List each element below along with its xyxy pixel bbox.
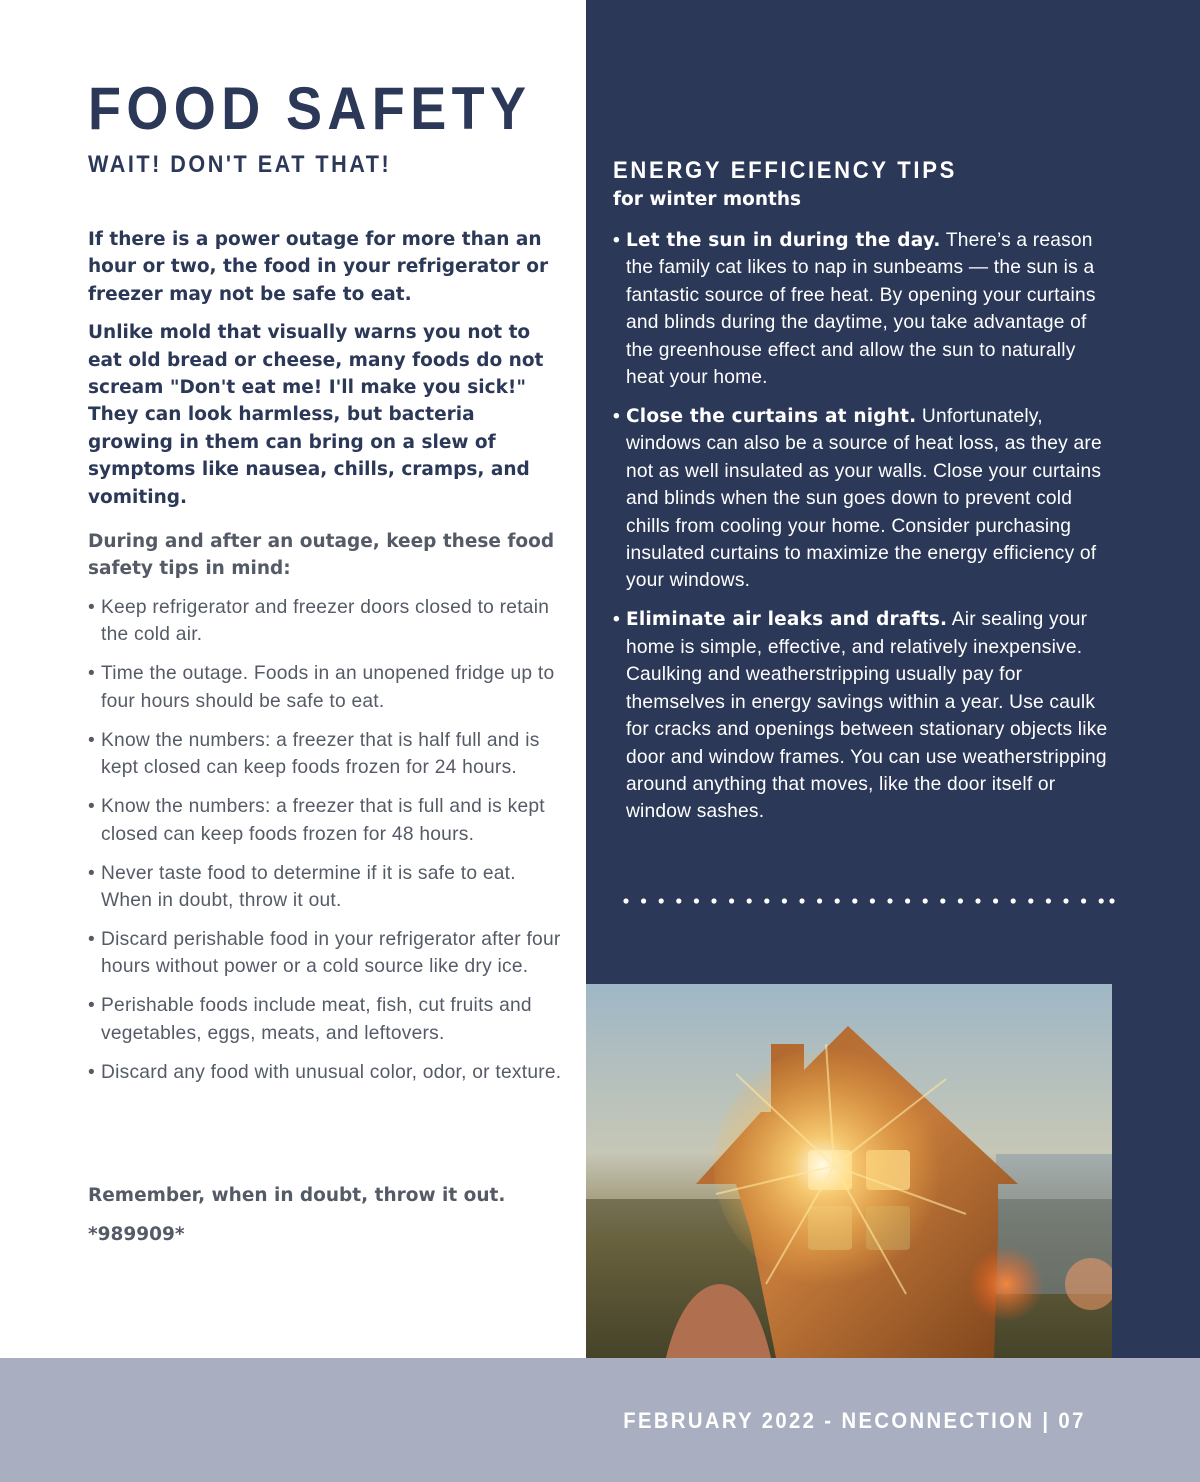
food-tip-item: • Perishable foods include meat, fish, cut fruits and vegetables, eggs, meats, and leftovers. (88, 992, 564, 1047)
energy-tip-item (613, 403, 1119, 595)
bullet: • (88, 862, 95, 884)
dotted-divider (623, 896, 1115, 906)
item-code: *989909* (88, 1224, 185, 1245)
energy-tip-text: Unfortunately, windows can also be a source of heat loss, as they are not as well insulated as your walls. Close your curtains and blinds when the sun goes down to prevent cold chills from cooling your home. Consider purchasing insulated curtains to maximize the energy efficiency of your windows. (626, 406, 1102, 592)
food-tip-item: • Know the numbers: a freezer that is half full and is kept closed can keep foods frozen for 24 hours. (88, 727, 564, 782)
intro-paragraph: If there is a power outage for more than an hour or two, the food in your refrigerator or freezer may not be safe to eat. (88, 229, 549, 305)
food-tip-item: • Discard perishable food in your refrigerator after four hours without power or a cold source like dry ice. (88, 926, 564, 981)
energy-tip-text: There’s a reason the family cat likes to nap in sunbeams — the sun is a fantastic source of free heat. By opening your curtains and blinds during the daytime, you take advantage of the greenhouse effect and allow the sun to naturally heat your home. (626, 230, 1096, 389)
energy-tips-list (613, 227, 1119, 837)
footer-text: FEBRUARY 2022 - NECONNECTION | 07 (623, 1408, 1086, 1433)
energy-tip-item (613, 227, 1119, 391)
food-safety-intro (88, 226, 564, 522)
energy-tip-lead: Close the curtains at night. (626, 406, 917, 428)
energy-tips-subtitle: for winter months (613, 189, 802, 210)
remember-note: Remember, when in doubt, throw it out. (88, 1185, 506, 1206)
bullet: • (613, 230, 620, 251)
bullet: • (88, 995, 95, 1017)
bullet: • (88, 729, 95, 751)
food-tips-list (88, 594, 564, 1098)
food-tips-heading: During and after an outage, keep these food safety tips in mind: (88, 531, 555, 580)
bullet: • (88, 1061, 95, 1083)
food-tip-item: • Never taste food to determine if it is safe to eat. When in doubt, throw it out. (88, 860, 564, 915)
intro-paragraph: Unlike mold that visually warns you not to eat old bread or cheese, many foods do not scream "Don't eat me! I'll make you sick!" They can look harmless, but bacteria growing in them can bring on a slew of symptoms like nausea, chills, cramps, and vomiting. (88, 322, 544, 508)
energy-tip-lead: Eliminate air leaks and drafts. (626, 609, 948, 631)
bullet: • (613, 609, 620, 631)
food-safety-title: FOOD SAFETY (88, 75, 532, 142)
food-tip-item: • Keep refrigerator and freezer doors closed to retain the cold air. (88, 594, 564, 649)
page-footer (0, 1358, 1200, 1482)
food-safety-subtitle: WAIT! DON'T EAT THAT! (88, 151, 392, 178)
bullet: • (88, 597, 95, 618)
bullet: • (88, 929, 95, 951)
energy-tip-lead: Let the sun in during the day. (626, 230, 941, 251)
energy-tip-item (613, 606, 1119, 825)
bullet: • (88, 796, 95, 818)
energy-tips-title: ENERGY EFFICIENCY TIPS (613, 157, 958, 184)
bullet: • (88, 663, 95, 685)
energy-tip-text: Air sealing your home is simple, effective, and relatively inexpensive. Caulking and weatherstripping usually pay for themselves in energy savings within a year. Use caulk for cracks and openings between stationary objects like door and window frames. You can use weatherstripping around anything that moves, like the door itself or window sashes. (626, 609, 1108, 823)
food-tip-item: • Time the outage. Foods in an unopened fridge up to four hours should be safe to eat. (88, 660, 564, 715)
food-safety-column (0, 0, 586, 1358)
bullet: • (613, 406, 620, 428)
house-sunlight-photo (586, 984, 1112, 1358)
food-tip-item: • Discard any food with unusual color, odor, or texture. (88, 1059, 564, 1086)
food-tip-item: • Know the numbers: a freezer that is full and is kept closed can keep foods frozen for 48 hours. (88, 793, 564, 848)
